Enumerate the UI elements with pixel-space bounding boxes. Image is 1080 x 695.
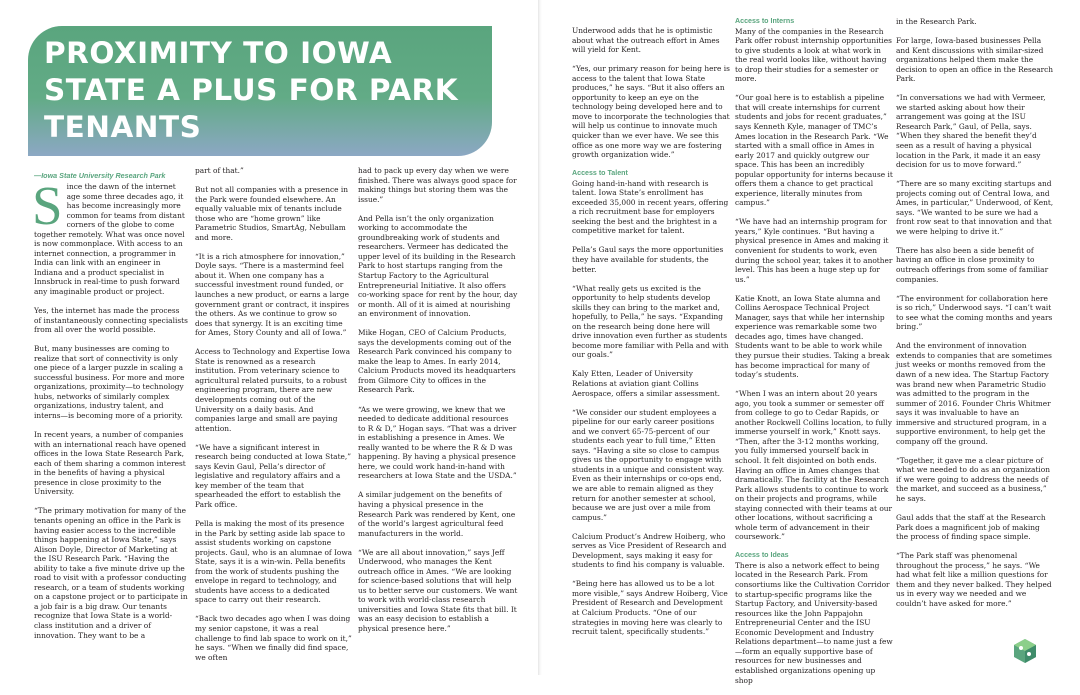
- paragraph-text: had to pack up every day when we were finished. There was always good space for making things but storing them was the issue.”: [358, 166, 517, 204]
- paragraph-text: “There are so many exciting startups and projects coming out of Central Iowa, and Ames, in particular,” Underwood, of Kent, says. “We wanted to be sure we had a front row seat to that innovation and that we were helping to drive it.”: [896, 179, 1054, 236]
- paragraph: [572, 532, 730, 570]
- paragraph: [735, 217, 893, 284]
- paragraph: [896, 179, 1054, 236]
- paragraph: [896, 17, 1054, 27]
- paragraph: [896, 246, 1054, 284]
- article-column-5: [735, 17, 893, 695]
- paragraph: [195, 614, 353, 662]
- paragraph-text: Calcium Product’s Andrew Hoiberg, who serves as Vice President of Research and Development, says making it easy for students to find his company is valuable.: [572, 531, 727, 570]
- paragraph-text: “Our goal here is to establish a pipeline that will create internships for current students and jobs for recent graduates,” says Kenneth Kyle, manager of TMC’s Ames location in the Research Park. “We started with a small office in Ames in early 2017 and quickly outgrew our space. This has been an incredibly popular opportunity for interns because it offers them a chance to get practical experience, literally minutes from campus.”: [735, 93, 893, 208]
- paragraph-text: Pella’s Gaul says the more opportunities they have available for students, the better.: [572, 245, 724, 274]
- paragraph: [358, 214, 518, 319]
- paragraph-text: “We are all about innovation,” says Jeff Underwood, who manages the Kent outreach office in Ames. “We are looking for science-based solutions that will help us to better serve our customers. We want to work with world-class research universities and Iowa State fits that bill. It was an easy decision to establish a physical presence here.”: [358, 547, 518, 634]
- paragraph-text: Yes, the internet has made the process of instantaneously connecting specialists from all over the world possible.: [34, 306, 188, 335]
- paragraph: [572, 284, 730, 360]
- drop-cap: S: [32, 175, 63, 236]
- paragraph-text: Access to Technology and Expertise Iowa State is renowned as a research institution. From veterinary science to agricultural related pursuits, to a robust engineering program, there are new developments coming out of the University on a daily basis. And companies large and small are paying attention.: [195, 347, 350, 433]
- paragraph-text: But not all companies with a presence in the Park were founded elsewhere. An equally valuable mix of tenants include those who are “home grown” like Parametric Studios, SmartAg, Nebullam and more.: [195, 185, 348, 242]
- byline: —Iowa State University Research Park: [34, 171, 166, 180]
- article-column-2: [195, 166, 353, 672]
- title-banner: [28, 26, 492, 156]
- paragraph: [195, 443, 353, 510]
- paragraph-text: “Yes, our primary reason for being here is access to the talent that Iowa State produces,” he says. “But it also offers an opportunity to keep an eye on the technology being developed here and to move to incorporate the technologies that will help us continue to innovate much quicker than we ever have. We see this office as one more way we are fostering growth organization wide.”: [572, 64, 730, 160]
- section-heading: Access to Interns: [735, 17, 795, 25]
- paragraph: [358, 548, 518, 634]
- paragraph: [34, 344, 188, 420]
- paragraph: [896, 36, 1054, 84]
- paragraph: [735, 17, 893, 84]
- paragraph: [735, 93, 893, 208]
- article-column-3: [358, 166, 518, 643]
- paragraph-text: “In conversations we had with Vermeer, we started asking about how their arrangement was going at the ISU Research Park,” Gaul, of Pella, says. “When they shared the benefit they’d seen as a result of having a physical location in the Park, it made it an easy decision for us to move forward.”: [896, 93, 1046, 170]
- paragraph: [358, 490, 518, 538]
- paragraph-text: And Pella isn’t the only organization working to accommodate the groundbreaking work of students and researchers. Vermeer has dedicated the upper level of its building in the Research Park to host startups ranging from the Startup Factory to the Agricultural Entrepreneurial Initiative. It also offers co-working space for rent by the hour, day or month. All of it is aimed at nourishing an environment of innovation.: [358, 213, 518, 319]
- paragraph-text: In recent years, a number of companies with an international reach have opened offices in the Iowa State Research Park, each of them sharing a common interest in the benefits of having a physical presence in close proximity to the University.: [34, 430, 187, 497]
- paragraph-text: “When I was an intern about 20 years ago, you took a summer or semester off from college to go to Cedar Rapids, or another Rockwell Collins location, to fully immerse yourself in work,” Knott says. “Then, after the 3-12 months working, you fully immersed yourself back in school. It felt disjointed on both ends. Having an office in Ames changes that dramatically. The facility at the Research Park allows students to continue to work on their projects and programs, while staying connected with their teams at our other locations, without sacrificing a whole term of advancement in their coursework.”: [735, 389, 893, 542]
- paragraph: [572, 369, 730, 398]
- paragraph-text: Mike Hogan, CEO of Calcium Products, says the developments coming out of the Research Park convinced his company to make the leap to Ames. In early 2014, Calcium Products moved its headquarters from Gilmore City to offices in the Research Park.: [358, 328, 516, 395]
- paragraph: [195, 185, 353, 242]
- paragraph: [896, 93, 1054, 169]
- paragraph-text: “The primary motivation for many of the tenants opening an office in the Park is having easier access to the incredible things happening at Iowa State,” says Alison Doyle, Director of Marketing at the ISU Research Park. “Having the ability to take a five minute drive up the road to visit with a professor conducting research, or a team of students working on a capstone project or to participate in a job fair is a big draw. Our tenants recognize that Iowa State is a world-class institution and a driver of innovation. They want to be a: [34, 506, 188, 640]
- paragraph-text: “We consider our student employees a pipeline for our early career positions and we convert 65-75-percent of our students each year to full time,” Etten says. “Having a site so close to campus gives us the opportunity to engage with students in a unique and consistent way. Even as their internships or co-ops end, we are able to remain aligned as they return for another semester at school, because we are just over a mile from campus.”: [572, 407, 725, 522]
- paragraph-text: “Being here has allowed us to be a lot more visible,” says Andrew Hoiberg, Vice President of Research and Development at Calcium Products. “One of our strategies in moving here was clearly to recruit talent, specifically students.”: [572, 579, 728, 637]
- paragraph-text: in the Research Park.: [896, 17, 977, 26]
- paragraph: [358, 166, 518, 204]
- research-park-logo-icon: [1012, 638, 1038, 664]
- paragraph-text: “Back two decades ago when I was doing my senior capstone, it was a real challenge to find lab space to work on it,” he says. “When we finally did find space, we often: [195, 614, 352, 662]
- paragraph: [34, 306, 188, 335]
- paragraph-text: For large, Iowa-based businesses Pella and Kent discussions with similar-sized organizations helped them make the decision to open an office in the Research Park.: [896, 36, 1054, 84]
- paragraph: [735, 551, 893, 685]
- paragraph-text: Many of the companies in the Research Park offer robust internship opportunities to give students a look at what work in the real world looks like, without having to drop their studies for a semester or more.: [735, 26, 892, 84]
- paragraph: [572, 169, 730, 236]
- paragraph: [34, 506, 188, 640]
- paragraph-text: “The Park staff was phenomenal throughout the process,” he says. “We had what felt like a million questions for them and they never balked. They helped us in every way we needed and we couldn’t have asked for more.”: [896, 551, 1052, 608]
- paragraph: [34, 430, 188, 497]
- paragraph: [572, 26, 730, 55]
- paragraph-text: Kaly Etten, Leader of University Relations at aviation giant Collins Aerospace, offers a similar assessment.: [572, 369, 720, 398]
- paragraph: [195, 166, 353, 176]
- paragraph: [572, 408, 730, 523]
- paragraph-text: There is also a network effect to being located in the Research Park. From consortiums like the Cultivation Corridor to startup-specific programs like the Startup Factory, and University-based resources like the John Pappajohn Entrepreneurial Center and the ISU Economic Development and Industry Relations department—to name just a few—form an equally supportive base of resources for new businesses and established organizations opening up shop: [735, 560, 893, 685]
- paragraph: [195, 519, 353, 605]
- paragraph-text: Gaul adds that the staff at the Research Park does a magnificent job of making the process of finding space simple.: [896, 513, 1046, 542]
- paragraph-text: Going hand-in-hand with research is talent. Iowa State’s enrollment has exceeded 35,000 in recent years, offering a rich recruitment base for employers seeking the best and the brightest in a competitive market for talent.: [572, 178, 729, 236]
- page-gutter: [538, 0, 542, 675]
- article-column-6: [896, 17, 1054, 618]
- section-heading: Access to Talent: [572, 169, 628, 178]
- paragraph-text: And the environment of innovation extends to companies that are sometimes just weeks or months removed from the dawn of a new idea. The Startup Factory was brand new when Parametric Studio was admitted to the program in the summer of 2016. Founder Chris Whitmer says it was invaluable to have an immersive and structured program, in a supportive environment, to help get the company off the ground.: [896, 341, 1052, 446]
- paragraph-text: But, many businesses are coming to realize that sort of connectivity is only one piece of a larger puzzle in scaling a successful business. For more and more organizations, proximity—to technology hubs, networks of similarly complex organizations, industry talent, and interns—is becoming more of a priority.: [34, 344, 185, 421]
- paragraph: [358, 328, 518, 395]
- paragraph-text: A similar judgement on the benefits of having a physical presence in the Research Park was rendered by Kent, one of the world’s largest agricultural feed manufacturers in the world.: [358, 490, 516, 538]
- paragraph: [896, 513, 1054, 542]
- article-title: PROXIMITY TO IOWA STATE A PLUS FOR PARK TENANTS: [44, 36, 459, 144]
- paragraph-text: There has also been a side benefit of having an office in close proximity to outreach offerings from some of familiar companies.: [896, 245, 1049, 284]
- paragraph-text: Pella is making the most of its presence in the Park by setting aside lab space to assist students working on capstone projects. Gaul, who is an alumnae of Iowa State, says it is a win-win. Pella benefits from the work of students pushing the envelope in regard to technology, and students have access to a dedicated space to carry out their research.: [195, 519, 353, 605]
- paragraph-text: Katie Knott, an Iowa State alumna and Collins Aerospace Technical Project Manager, says that while her internship experience was remarkable some two decades ago, times have changed. Students want to be able to work while they pursue their studies. Taking a break has become impractical for many of today’s students.: [735, 293, 890, 380]
- paragraph: [358, 405, 518, 481]
- paragraph: [896, 456, 1054, 504]
- paragraph-text: Underwood adds that he is optimistic about what the outreach effort in Ames will yield for Kent.: [572, 26, 720, 55]
- article-column-4: [572, 26, 730, 646]
- paragraph: [735, 389, 893, 542]
- paragraph: [896, 551, 1054, 608]
- paragraph-text: “Together, it gave me a clear picture of what we needed to do as an organization if we were going to address the needs of the market, and succeed as a business,” he says.: [896, 455, 1051, 504]
- paragraph-text: “The environment for collaboration here is so rich,” Underwood says. “I can’t wait to see what the coming months and years bring.”: [896, 293, 1053, 332]
- paragraph-text: “We have a significant interest in research being conducted at Iowa State,” says Kevin Gaul, Pella’s director of legislative and regulatory affairs and a key member of the team that spearheaded the effort to establish the Park office.: [195, 442, 352, 509]
- paragraph: [735, 294, 893, 380]
- paragraph: [572, 64, 730, 159]
- paragraph: [572, 579, 730, 636]
- paragraph-text: “We have had an internship program for years,” Kyle continues. “But having a physical presence in Ames and making it convenient for students to work, even during the school year, takes it to another level. This has been a huge step up for us.”: [735, 217, 893, 284]
- paragraph-text: “It is a rich atmosphere for innovation,” Doyle says. “There is a mastermind feel about it. When one company has a successful investment round funded, or launches a new product, or earns a large government grant or contract, it inspires the others. As we continue to grow so does that synergy. It is an exciting time for Ames, Story County and all of Iowa.”: [195, 251, 350, 338]
- paragraph: [896, 294, 1054, 332]
- paragraph: [572, 245, 730, 274]
- paragraph: [195, 252, 353, 338]
- paragraph-text: ince the dawn of the internet age some three decades ago, it has become increasingly more common for teams from distant corners of the globe to come together remotely. What was once novel is now commonplace. With access to an internet connection, a programmer in India can link with an engineer in Indiana and a product specialist in Innsbruck in real-time to push forward any imaginable product or project.: [34, 182, 185, 297]
- paragraph-text: “As we were growing, we knew that we needed to dedicate additional resources to R & D,” Hogan says. “That was a driver in establishing a presence in Ames. We really wanted to be where the R & D was happening. By having a physical presence here, we could work hand-in-hand with researchers at Iowa State and the USDA.”: [358, 404, 517, 481]
- paragraph: [195, 347, 353, 433]
- paragraph-text: “What really gets us excited is the opportunity to help students develop skills they can bring to the market and, hopefully, to Pella,” he says. “Expanding on the research being done here will drive innovation even further as students become more familiar with Pella and with our goals.”: [572, 283, 729, 360]
- paragraph-text: part of that.”: [195, 166, 244, 175]
- paragraph: [896, 341, 1054, 446]
- section-heading: Access to Ideas: [735, 551, 789, 560]
